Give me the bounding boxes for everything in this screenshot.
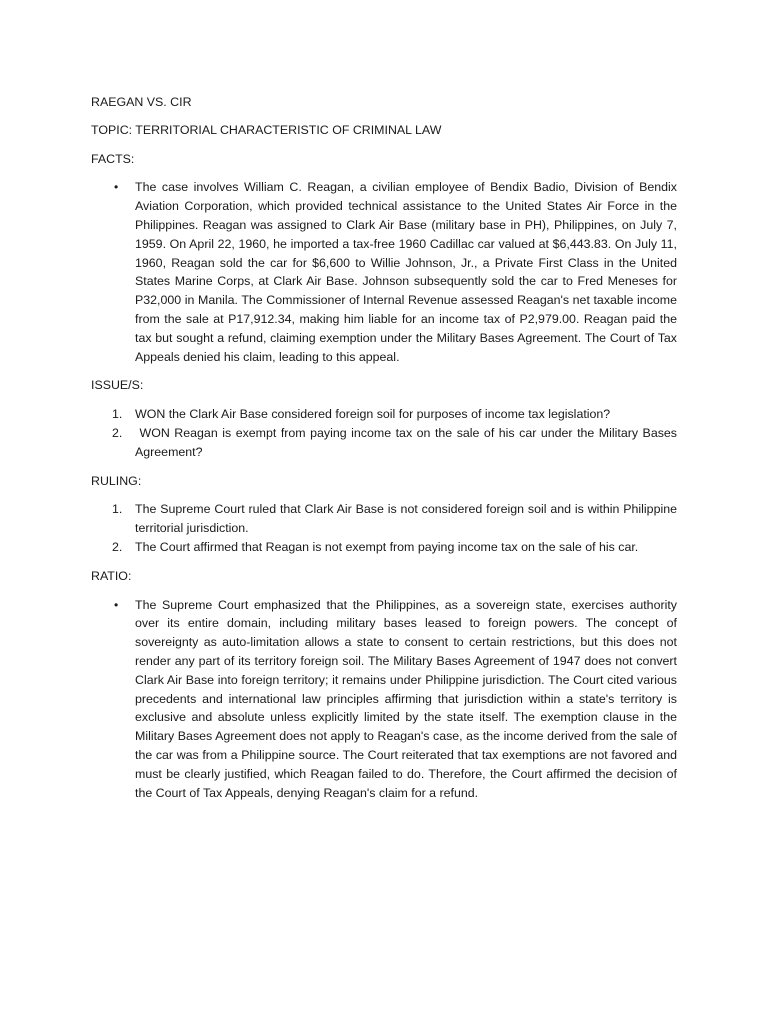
facts-item-text: The case involves William C. Reagan, a civilian employee of Bendix Badio, Division of Bendix Aviation Corporation, which provided technical assistance to the United States Air Force in the Philippines. Reagan was assigned to Clark Air Base (military base in PH), Philippines, on July 7, 1959. On April 22, 1960, he imported a tax-free 1960 Cadillac car valued at $6,443.83. On July 11, 1960, Reagan sold the car for $6,600 to Willie Johnson, Jr., a Private First Class in the United States Marine Corps, at Clark Air Base. Johnson subsequently sold the car to Fred Meneses for P32,000 in Manila. The Commissioner of Internal Revenue assessed Reagan's net taxable income from the sale at P17,912.34, making him liable for an income tax of P2,979.00. Reagan paid the tax but sought a refund, claiming exemption under the Military Bases Agreement. The Court of Tax Appeals denied his claim, leading to this appeal.: [135, 180, 677, 364]
topic-line: TOPIC: TERRITORIAL CHARACTERISTIC OF CRIMINAL LAW: [91, 122, 442, 137]
ruling-item: [91, 500, 677, 538]
bullet-icon: •: [114, 180, 119, 195]
ruling-text: The Supreme Court ruled that Clark Air Base is not considered foreign soil and is within Philippine territorial jurisdiction.: [135, 502, 677, 536]
ruling-list: [91, 500, 677, 556]
issue-item: [91, 405, 677, 424]
facts-item: [91, 178, 677, 366]
case-title: RAEGAN VS. CIR: [91, 95, 192, 109]
ruling-number: 2.: [112, 539, 123, 554]
issue-number: 2.: [112, 425, 123, 440]
issue-item: [91, 424, 680, 462]
facts-list: [91, 178, 677, 366]
issues-heading: ISSUE/S:: [91, 378, 144, 393]
issues-list: [91, 405, 680, 461]
ratio-heading: RATIO:: [91, 568, 132, 583]
ratio-item-text: The Supreme Court emphasized that the Philippines, as a sovereign state, exercises authority over its entire domain, including military bases leased to foreign powers. The concept of sovereignty as auto-limitation allows a state to consent to certain restrictions, but this does not render any part of its territory foreign soil. The Military Bases Agreement of 1947 does not convert Clark Air Base into foreign territory; it remains under Philippine jurisdiction. The Court cited various precedents and international law principles affirming that jurisdiction within a state's territory is exclusive and absolute unless explicitly limited by the state itself. The exemption clause in the Military Bases Agreement does not apply to Reagan's case, as the income derived from the sale of the car was from a Philippine source. The Court reiterated that tax exemptions are not favored and must be clearly justified, which Reagan failed to do. Therefore, the Court affirmed the decision of the Court of Tax Appeals, denying Reagan's claim for a refund.: [135, 597, 677, 800]
ruling-item: [91, 538, 677, 557]
bullet-icon: •: [114, 597, 119, 612]
issue-text: WON Reagan is exempt from paying income tax on the sale of his car under the Military Bases Agreement?: [135, 425, 680, 459]
facts-heading: FACTS:: [91, 151, 135, 166]
ratio-item: [91, 596, 677, 803]
ruling-number: 1.: [112, 502, 123, 517]
issue-text: WON the Clark Air Base considered foreign soil for purposes of income tax legislation?: [135, 407, 611, 422]
ruling-text: The Court affirmed that Reagan is not exempt from paying income tax on the sale of his car.: [135, 539, 639, 554]
ratio-list: [91, 596, 677, 803]
ruling-heading: RULING:: [91, 473, 142, 488]
issue-number: 1.: [112, 407, 123, 422]
